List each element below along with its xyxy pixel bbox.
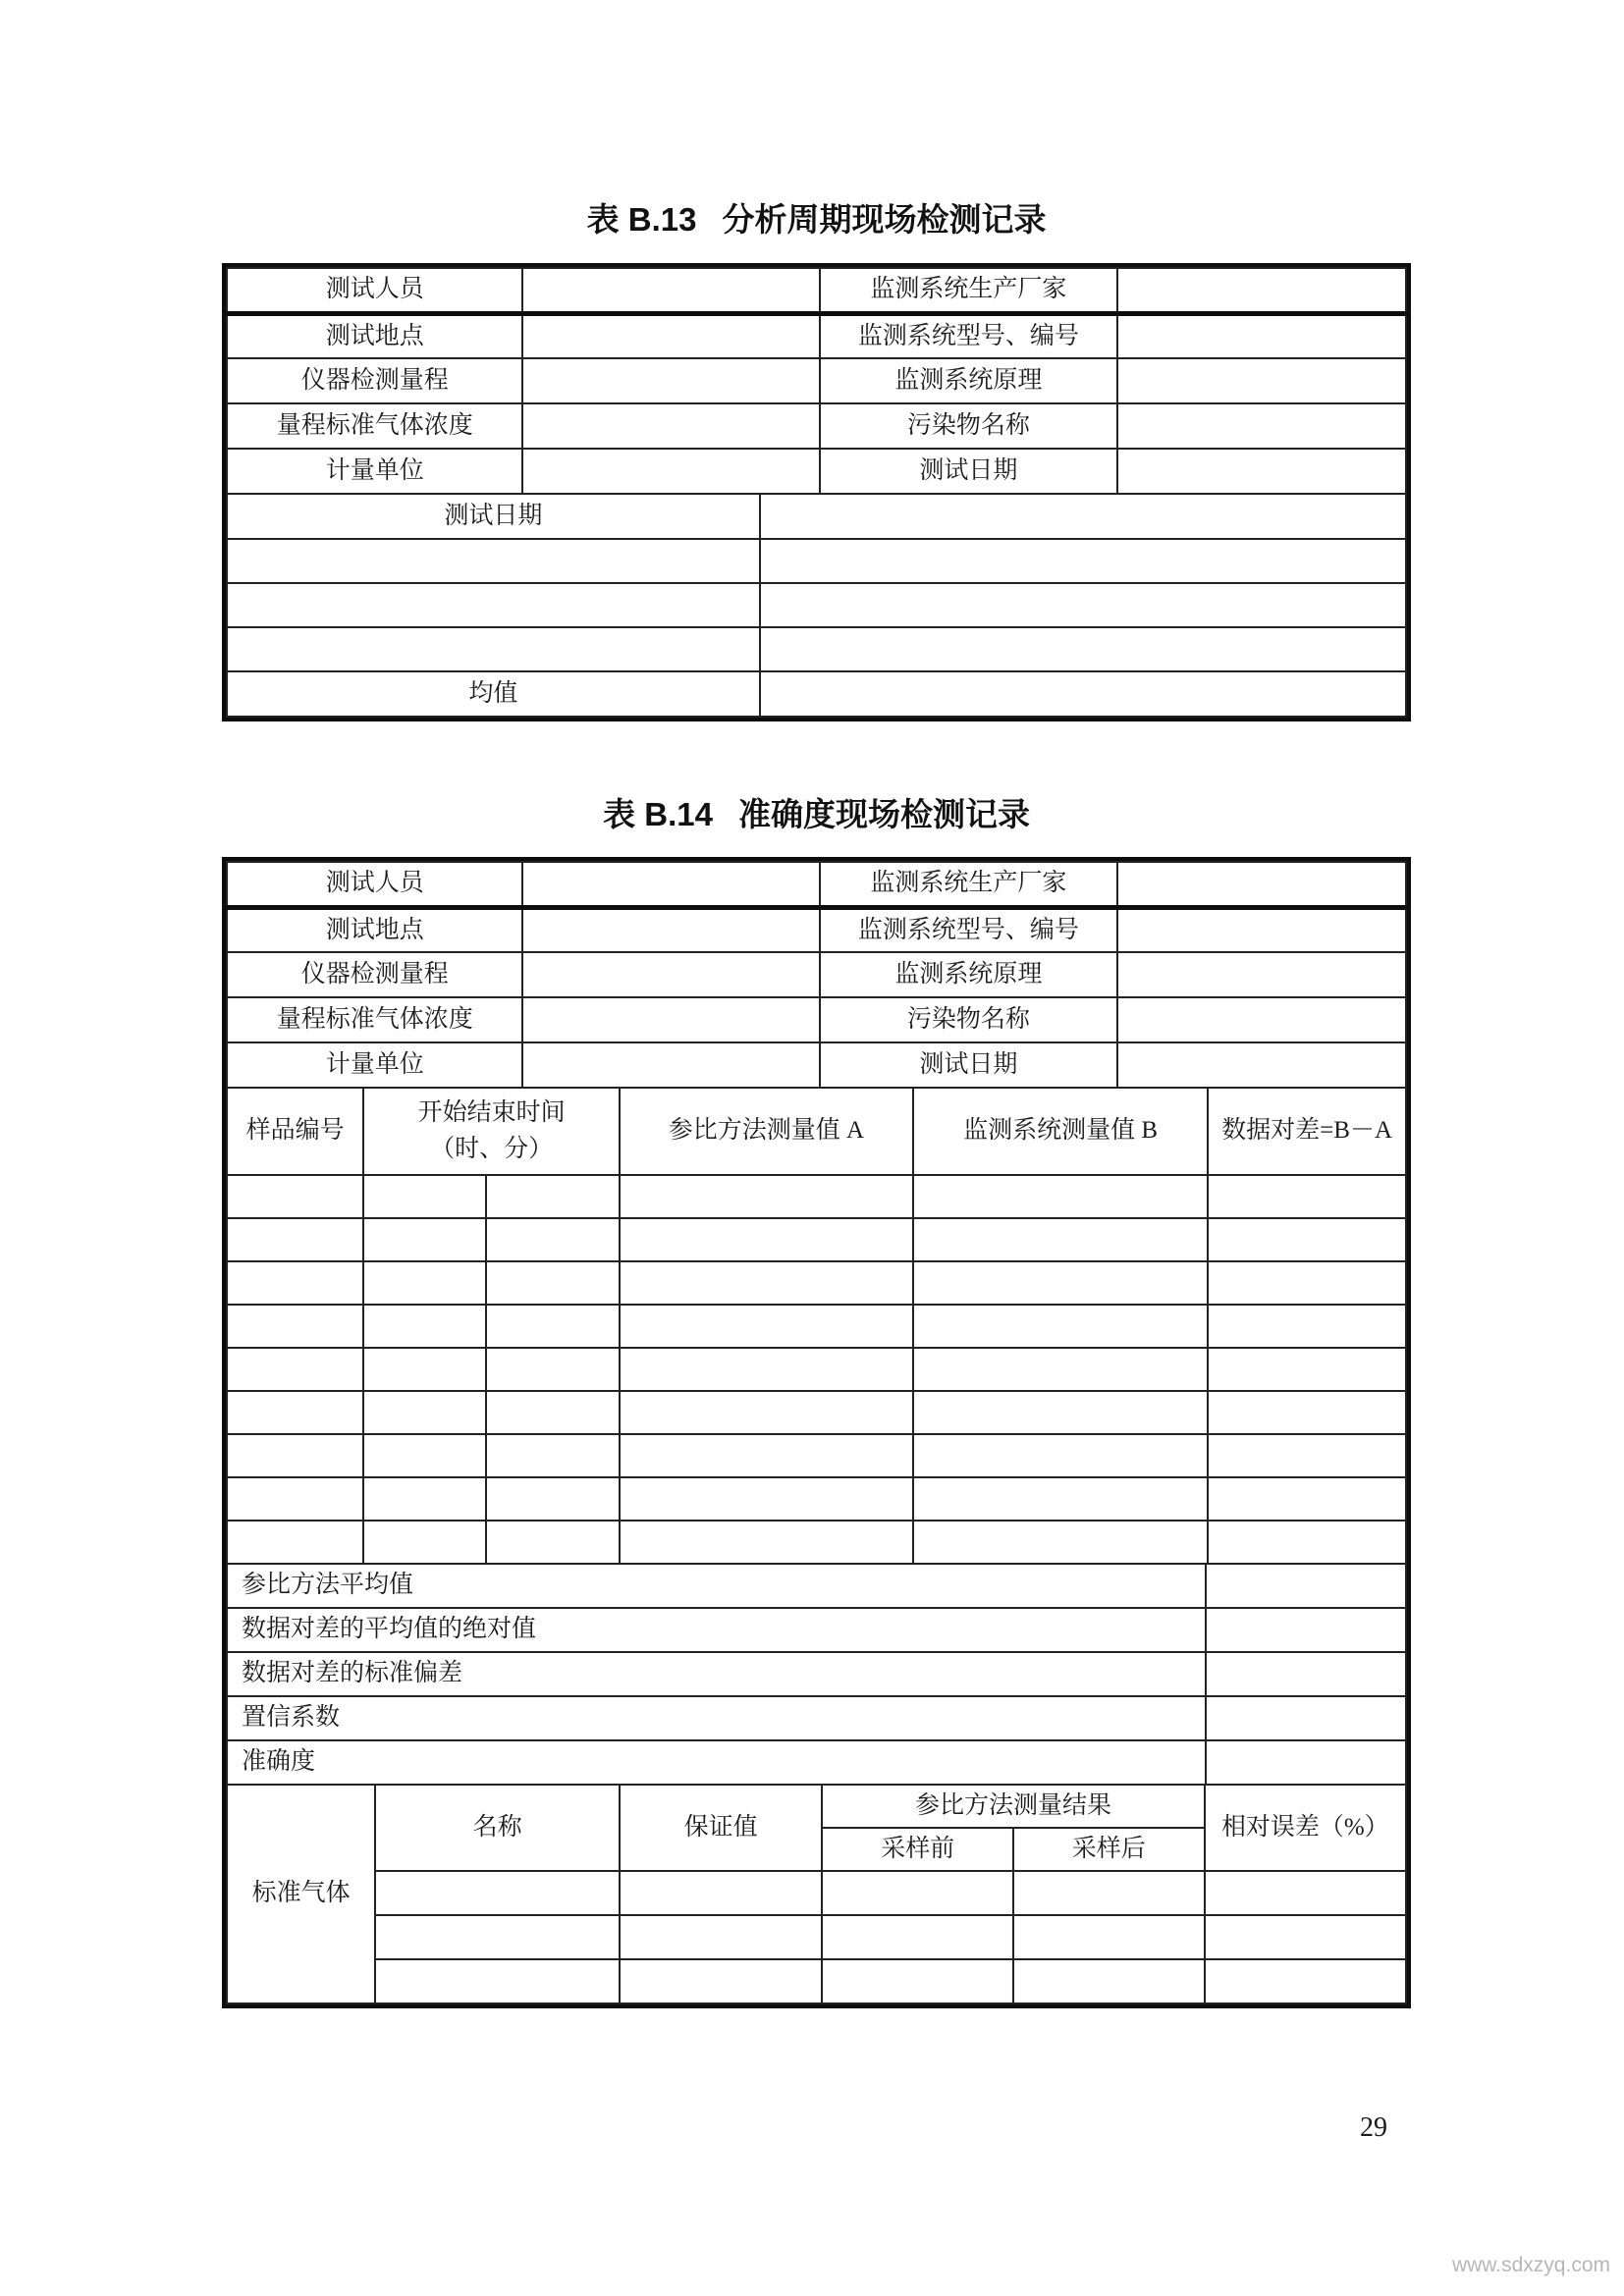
header-start-end-time: [363, 1088, 620, 1175]
label-manufacturer: 监测系统生产厂家: [820, 268, 1117, 313]
table-row: [227, 449, 1406, 494]
empty-cell: [760, 671, 1406, 717]
table-row: [227, 1391, 1406, 1434]
label-standard-gas: 标准气体: [227, 1785, 375, 2003]
empty-cell: [1117, 952, 1406, 997]
header-reference-value-a: 参比方法测量值 A: [620, 1088, 913, 1175]
empty-cell: [522, 952, 820, 997]
empty-cell: [1208, 1175, 1406, 1218]
header-data-difference: 数据对差=B－A: [1208, 1088, 1406, 1175]
empty-cell: [913, 1175, 1208, 1218]
empty-cell: [620, 1391, 913, 1434]
empty-cell: [486, 1434, 620, 1477]
empty-cell: [1208, 1348, 1406, 1391]
table-b14-title-text: 准确度现场检测记录: [737, 796, 1030, 832]
empty-cell: [1013, 1915, 1205, 1959]
empty-cell: [913, 1348, 1208, 1391]
empty-cell: [1117, 403, 1406, 449]
empty-cell: [522, 313, 820, 358]
table-row: [227, 494, 1406, 539]
empty-cell: [1013, 1959, 1205, 2003]
table-b14-title-label: 表 B.14: [603, 796, 713, 832]
empty-cell: [620, 1305, 913, 1348]
empty-cell: [822, 1871, 1013, 1915]
empty-cell: [1206, 1740, 1406, 1785]
empty-cell: [760, 539, 1406, 583]
label-model-number: 监测系统型号、编号: [820, 907, 1117, 952]
header-system-value-b: 监测系统测量值 B: [913, 1088, 1208, 1175]
empty-cell: [227, 1218, 363, 1261]
label-test-date: 测试日期: [820, 1042, 1117, 1088]
table-row: [227, 1871, 1406, 1915]
empty-cell: [1206, 1696, 1406, 1740]
empty-cell: [620, 1915, 823, 1959]
empty-cell: [363, 1218, 486, 1261]
empty-cell: [760, 583, 1406, 627]
empty-cell: [1208, 1261, 1406, 1305]
table-row: [227, 268, 1406, 313]
label-tester: 测试人员: [227, 268, 522, 313]
empty-cell: [486, 1305, 620, 1348]
empty-cell: [1117, 997, 1406, 1042]
empty-cell: [363, 1434, 486, 1477]
table-row: [227, 1218, 1406, 1261]
empty-cell: [522, 268, 820, 313]
empty-cell: [227, 1348, 363, 1391]
header-start-end-time-line1: 开始结束时间: [417, 1099, 566, 1127]
table-row: [227, 1434, 1406, 1477]
b14-standard-gas-section: [226, 1784, 1407, 2004]
empty-cell: [227, 1477, 363, 1521]
empty-cell: [363, 1391, 486, 1434]
table-b13-title-label: 表 B.13: [586, 201, 697, 238]
empty-cell: [1205, 1915, 1406, 1959]
empty-cell: [486, 1261, 620, 1305]
label-std-deviation: 数据对差的标准偏差: [227, 1652, 1206, 1696]
label-span-gas-concentration: 量程标准气体浓度: [227, 997, 522, 1042]
label-test-date: 测试日期: [820, 449, 1117, 494]
empty-cell: [486, 1218, 620, 1261]
empty-cell: [1117, 358, 1406, 403]
table-row: [227, 1521, 1406, 1564]
empty-cell: [522, 1042, 820, 1088]
empty-cell: [227, 627, 760, 671]
empty-cell: [913, 1305, 1208, 1348]
empty-cell: [363, 1305, 486, 1348]
empty-cell: [375, 1959, 620, 2003]
label-test-site: 测试地点: [227, 313, 522, 358]
label-accuracy: 准确度: [227, 1740, 1206, 1785]
label-pollutant-name: 污染物名称: [820, 997, 1117, 1042]
table-b13-title-text: 分析周期现场检测记录: [722, 201, 1047, 238]
label-pollutant-name: 污染物名称: [820, 403, 1117, 449]
table-row: [227, 952, 1406, 997]
label-span-gas-concentration: 量程标准气体浓度: [227, 403, 522, 449]
empty-cell: [1208, 1477, 1406, 1521]
empty-cell: [522, 358, 820, 403]
empty-cell: [363, 1521, 486, 1564]
table-row: [227, 862, 1406, 907]
empty-cell: [1205, 1871, 1406, 1915]
table-row: [227, 583, 1406, 627]
empty-cell: [1117, 1042, 1406, 1088]
empty-cell: [363, 1175, 486, 1218]
table-row: [227, 627, 1406, 671]
label-system-principle: 监测系统原理: [820, 952, 1117, 997]
empty-cell: [1208, 1521, 1406, 1564]
label-tester: 测试人员: [227, 862, 522, 907]
empty-cell: [620, 1959, 823, 2003]
table-b14-title: [222, 793, 1411, 836]
table-row: [227, 1261, 1406, 1305]
empty-cell: [913, 1218, 1208, 1261]
empty-cell: [620, 1175, 913, 1218]
empty-cell: [227, 539, 760, 583]
empty-cell: [522, 907, 820, 952]
empty-cell: [1117, 268, 1406, 313]
table-row: [227, 358, 1406, 403]
table-row: [227, 1608, 1406, 1652]
accuracy-table: [222, 857, 1411, 2008]
header-relative-error: 相对误差（%）: [1205, 1785, 1406, 1871]
empty-cell: [822, 1915, 1013, 1959]
header-before-sampling: 采样前: [822, 1828, 1013, 1871]
empty-cell: [375, 1871, 620, 1915]
empty-cell: [913, 1434, 1208, 1477]
empty-cell: [486, 1391, 620, 1434]
table-row: [227, 313, 1406, 358]
empty-cell: [1117, 907, 1406, 952]
header-reference-result: 参比方法测量结果: [822, 1785, 1204, 1828]
table-b13-title: [222, 198, 1411, 241]
empty-cell: [375, 1915, 620, 1959]
b14-summary-section: [226, 1563, 1407, 1786]
label-confidence-coefficient: 置信系数: [227, 1696, 1206, 1740]
label-measure-unit: 计量单位: [227, 449, 522, 494]
empty-cell: [363, 1261, 486, 1305]
header-guaranteed-value: 保证值: [620, 1785, 823, 1871]
label-instrument-range: 仪器检测量程: [227, 952, 522, 997]
table-row: [227, 1652, 1406, 1696]
empty-cell: [913, 1261, 1208, 1305]
empty-cell: [760, 627, 1406, 671]
empty-cell: [522, 997, 820, 1042]
table-header-row: [227, 1785, 1406, 1828]
label-system-principle: 监测系统原理: [820, 358, 1117, 403]
empty-cell: [620, 1477, 913, 1521]
label-reference-mean: 参比方法平均值: [227, 1564, 1206, 1608]
empty-cell: [227, 1434, 363, 1477]
empty-cell: [1205, 1959, 1406, 2003]
empty-cell: [913, 1521, 1208, 1564]
empty-cell: [1117, 449, 1406, 494]
table-row: [227, 1564, 1406, 1608]
empty-cell: [620, 1871, 823, 1915]
header-sample-id: 样品编号: [227, 1088, 363, 1175]
label-model-number: 监测系统型号、编号: [820, 313, 1117, 358]
table-row: [227, 1477, 1406, 1521]
label-manufacturer: 监测系统生产厂家: [820, 862, 1117, 907]
empty-cell: [1208, 1434, 1406, 1477]
table-row: [227, 997, 1406, 1042]
empty-cell: [227, 1305, 363, 1348]
empty-cell: [227, 1175, 363, 1218]
empty-cell: [227, 583, 760, 627]
label-abs-mean-difference: 数据对差的平均值的绝对值: [227, 1608, 1206, 1652]
empty-cell: [822, 1959, 1013, 2003]
empty-cell: [1206, 1564, 1406, 1608]
label-measure-unit: 计量单位: [227, 1042, 522, 1088]
label-test-date-row: 测试日期: [227, 494, 760, 539]
empty-cell: [486, 1348, 620, 1391]
empty-cell: [1117, 313, 1406, 358]
table-row: [227, 1915, 1406, 1959]
empty-cell: [227, 1261, 363, 1305]
empty-cell: [1208, 1218, 1406, 1261]
empty-cell: [620, 1521, 913, 1564]
empty-cell: [1208, 1391, 1406, 1434]
empty-cell: [620, 1348, 913, 1391]
empty-cell: [1208, 1305, 1406, 1348]
b14-measurement-section: [226, 1087, 1407, 1565]
table-row: [227, 1042, 1406, 1088]
table-row: [227, 403, 1406, 449]
table-header-row: [227, 1088, 1406, 1175]
empty-cell: [1206, 1652, 1406, 1696]
b14-info-section: [226, 861, 1407, 1089]
page-number: 29: [1360, 2112, 1387, 2143]
empty-cell: [1117, 862, 1406, 907]
table-row: [227, 1959, 1406, 2003]
table-row: [227, 539, 1406, 583]
empty-cell: [363, 1477, 486, 1521]
empty-cell: [620, 1434, 913, 1477]
header-start-end-time-line2: （时、分）: [430, 1135, 554, 1162]
b13-data-section: [226, 493, 1407, 718]
empty-cell: [760, 494, 1406, 539]
empty-cell: [363, 1348, 486, 1391]
label-mean-value: 均值: [227, 671, 760, 717]
empty-cell: [486, 1477, 620, 1521]
analysis-cycle-table: [222, 263, 1411, 721]
empty-cell: [913, 1391, 1208, 1434]
table-row: [227, 1175, 1406, 1218]
b13-info-section: [226, 267, 1407, 495]
empty-cell: [1206, 1608, 1406, 1652]
empty-cell: [227, 1391, 363, 1434]
empty-cell: [486, 1521, 620, 1564]
table-row: [227, 907, 1406, 952]
empty-cell: [486, 1175, 620, 1218]
empty-cell: [522, 449, 820, 494]
header-after-sampling: 采样后: [1013, 1828, 1205, 1871]
empty-cell: [227, 1521, 363, 1564]
table-row: [227, 1305, 1406, 1348]
header-gas-name: 名称: [375, 1785, 620, 1871]
empty-cell: [522, 862, 820, 907]
table-row: [227, 1696, 1406, 1740]
label-instrument-range: 仪器检测量程: [227, 358, 522, 403]
table-row: [227, 1348, 1406, 1391]
empty-cell: [620, 1261, 913, 1305]
label-test-site: 测试地点: [227, 907, 522, 952]
empty-cell: [1013, 1871, 1205, 1915]
watermark-text: www.sdxzyq.com: [1451, 2254, 1610, 2276]
table-row: [227, 671, 1406, 717]
empty-cell: [913, 1477, 1208, 1521]
empty-cell: [522, 403, 820, 449]
table-row: [227, 1740, 1406, 1785]
empty-cell: [620, 1218, 913, 1261]
